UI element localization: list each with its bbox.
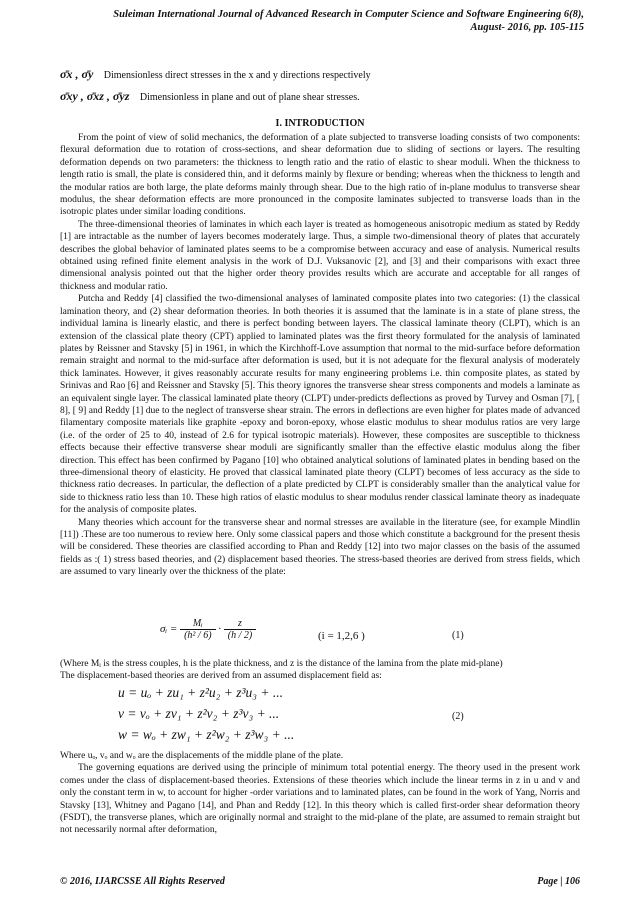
eq1-numerator: Mᵢ — [180, 618, 215, 630]
paragraph: The governing equations are derived using the principle of minimum total potential energy. The theory used in the present work comes under the class of displacement-based theories. Extensions of these theories which include the linear terms in z in u and v and only the constant term in w, to account for higher -order variations and to laminated plates, can be found in the work of Yang, Norris and Stavsky [13], Whitney and Pagano [14], and Phan and Reddy [12]. In this theory which is called first-order shear deformation theory (FSDT), the transverse planes, which are originally normal and straight to the mid-plane of the plate, are assumed to remain straight but not necessarily normal after deformation, — [60, 763, 580, 836]
symbol: σ̄xy , σ̄xz , σ̄yz — [60, 89, 130, 103]
equation-number-2: (2) — [452, 711, 464, 722]
eq1-lhs: σᵢ = — [160, 623, 178, 636]
eq1-denominator: (h / 2) — [227, 630, 253, 641]
symbol-description: Dimensionless direct stresses in the x and y directions respectively — [103, 70, 371, 81]
eq1-dot: · — [218, 623, 222, 636]
section-heading: I. INTRODUCTION — [275, 118, 365, 129]
eq1-denominator: (h² / 6) — [184, 630, 212, 641]
page-number: Page | 106 — [537, 876, 580, 887]
page-footer — [60, 876, 580, 887]
body-text-middle — [60, 658, 580, 683]
eq1-fraction-2 — [224, 618, 256, 641]
body-text-lower — [60, 750, 580, 837]
paragraph: From the point of view of solid mechanics, the deformation of a plate subjected to transverse loading consists of two components: flexural deformation due to rotation of cross-sections, and shear deformation due to sliding of sections or layers. The resulting deformation depends on two parameters: the thickness to length ratio and the ratio of elastic to shear moduli. When the thickness to length ratio is small, the plate is considered thin, and it deforms mainly by flexure or bending; whereas when the thickness to length and the modular ratios are both large, the plate deforms mainly through shear. Due to the high ratio of in-plane modulus to transverse shear modulus, the shear deformation effects are more pronounced in the composite laminates subjected to transverse loads than in the isotropic plates under similar loading conditions. — [60, 133, 580, 218]
equation-2 — [118, 682, 294, 745]
eq2-w: w = wₒ + zw₁ + z²w₂ + z³w₃ + ... — [118, 727, 295, 742]
body-text-upper — [60, 132, 580, 579]
paragraph: The three-dimensional theories of laminates in which each layer is treated as homogeneous anisotropic medium as stated by Reddy [1] are intractable as the number of layers becomes moderately large. Thus, a simple two-dimensional theory of plates that accurately describes the global behavior of laminated plates seems to be a compromise between accuracy and ease of analysis. Numerical results obtained using refined finite element analysis in the work of D.J. Vuksanovic [2], and [3] and their comparisons with exact three dimensional analysis pointed out that the higher order theory provides results which are accurate and acceptable for all ranges of thickness and modular ratio. — [60, 219, 580, 292]
eq2-v: v = vₒ + zv₁ + z²v₂ + z³v₃ + ... — [118, 706, 280, 721]
eq2-u: u = uₒ + zu₁ + z²u₂ + z³u₃ + ... — [118, 685, 283, 700]
journal-header — [24, 8, 584, 34]
equation-number-1: (1) — [452, 630, 464, 641]
paragraph: The displacement-based theories are derived from an assumed displacement field as: — [60, 671, 382, 682]
journal-issue: August- 2016, pp. 105-115 — [470, 22, 584, 33]
paragraph: Putcha and Reddy [4] classified the two-dimensional analyses of laminated composite plates into two categories: (1) the classical lamination theory, and (2) shear deformation theories. In both theories it is assumed that the laminate is in a state of plane stress, the individual lamina is linearly elastic, and there is perfect bonding between layers. The classical laminate theory (CLPT), which is an extension of the classical plate theory (CPT) applied to laminated plates was the first theory formulated for the analysis of laminated plates by Reissner and Stavsky [5] in 1961, in which the Kirchhoff-Love assumption that normal to the mid-surface before deformation remain straight and normal to the mid-surface after deformation is used, but it is not adequate for the flexural analysis of moderately thick laminates. However, it gives reasonably accurate results for many engineering problems i.e. thin composite plates, as stated by Srinivas and Rao [6] and Reissner and Stavsky [5]. This theory ignores the transverse shear stress components and models a laminate as an equivalent single layer. The classical laminated plate theory (CLPT) under-predicts deflections as proved by Turvey and Osman [7], [ 8], [ 9] and Reddy [1] due to the neglect of transverse shear strain. The errors in deflections are even higher for plates made of advanced filamentary composite materials like graphite -epoxy and boron-epoxy, whose elastic modulus to shear modulus ratios are very large (i.e. of the order of 25 to 40, instead of 2.6 for typical isotropic materials). However, these composites are susceptible to thickness effects because their effective transverse shear moduli are significantly smaller than the effective elastic modulus along the fiber direction. This effect has been confirmed by Pagano [10] who obtained analytical solutions of laminated plates in bending based on the three-dimensional theory of elasticity. He proved that classical laminated plate theory (CLPT) becomes of less accuracy as the side to thickness ratio decreases. In particular, the deflection of a plate predicted by CLPT is considerably smaller than the analytical value for side to thickness ratio less than 10. These high ratios of elastic modulus to shear modulus render classical laminate theory as inadequate for the analysis of composite plates. — [60, 294, 580, 516]
symbol-row-shear-stresses — [60, 90, 360, 104]
symbol-row-direct-stresses — [60, 68, 371, 82]
symbol-description: Dimensionless in plane and out of plane shear stresses. — [139, 92, 360, 103]
paragraph: Many theories which account for the transverse shear and normal stresses are available in the literature (see, for example Mindlin [11]) .These are too numerous to review here. Only some classical papers and those which constitute a background for the present thesis will be considered. These theories are classified according to Phan and Reddy [12] into two major classes on the basis of the assumed fields as :( 1) stress based theories, and (2) displacement based theories. The stress-based theories are derived from stress fields, which are assumed to vary linearly over the thickness of the plate: — [60, 517, 580, 578]
journal-title: Suleiman International Journal of Advanced Research in Computer Science and Software Engineering 6(8), — [113, 9, 584, 20]
copyright-notice: © 2016, IJARCSSE All Rights Reserved — [60, 876, 225, 887]
symbol: σ̄x , σ̄y — [60, 67, 94, 81]
equation-1 — [160, 618, 256, 641]
paragraph: (Where Mᵢ is the stress couples, h is the plate thickness, and z is the distance of the lamina from the plate mid-plane) — [60, 659, 503, 669]
eq1-range: (i = 1,2,6 ) — [318, 630, 365, 642]
eq1-numerator: z — [224, 618, 256, 630]
eq1-fraction-1 — [180, 618, 215, 641]
paragraph: Where uₒ, vₒ and wₒ are the displacements of the middle plane of the plate. — [60, 751, 344, 761]
